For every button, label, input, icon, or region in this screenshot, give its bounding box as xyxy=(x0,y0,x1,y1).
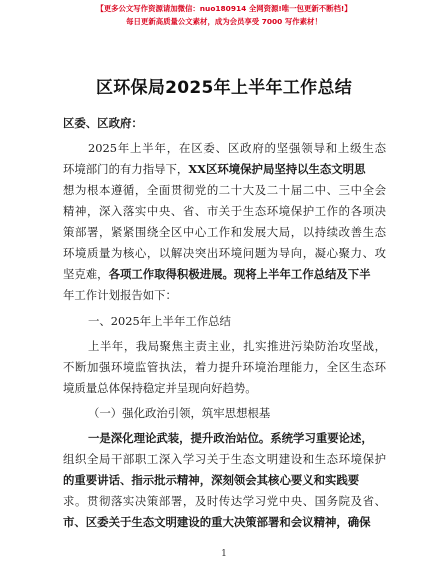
subsection-1-heading: （一）强化政治引领，筑牢思想根基 xyxy=(88,406,271,420)
subsection-1-line-5-part-2: 确保 xyxy=(347,515,371,529)
subsection-1-line-3 xyxy=(63,473,386,487)
intro-line-7-text: 坚克难， xyxy=(63,267,109,281)
section-1-line-2: 不断加强环境监管执法，着力提升环境治理能力，全区生态环 xyxy=(63,360,386,374)
subsection-1-line-3-part-2: 深刻领会其核心要义和实践要 xyxy=(211,473,360,487)
subsection-1-line-2: 组织全局干部职工深入学习关于生态文明建设和生态环境保护 xyxy=(63,452,386,466)
intro-line-8: 年工作计划报告如下： xyxy=(63,288,177,302)
intro-line-2-bold: XX区环境保护局坚持以生态文明思 xyxy=(188,162,366,176)
salutation: 区委、区政府： xyxy=(63,116,143,130)
intro-line-2 xyxy=(63,162,386,176)
subsection-1-line-5 xyxy=(63,515,386,529)
subsection-1-line-1 xyxy=(88,431,386,445)
section-1-heading: 一、2025年上半年工作总结 xyxy=(88,314,231,328)
promo-banner-line-2: 每日更新高质量公文素材，成为会员享受 7000 写作素材！ xyxy=(126,17,322,26)
intro-line-7 xyxy=(63,267,386,281)
intro-line-5: 策部署，紧紧围绕全区中心工作和发展大局，以持续改善生态 xyxy=(63,225,386,239)
subsection-1-line-5-part-1: 市、区委关于生态文明建设的重大决策部署和会议精神， xyxy=(63,515,348,529)
intro-line-1: 2025年上半年，在区委、区政府的坚强领导和上级生态 xyxy=(88,141,386,155)
promo-banner-line-1: 【更多公文写作资源请加微信：nuo180914 全网资源!唯一包更新不断档!】 xyxy=(96,4,352,13)
section-1-line-3: 境质量总体保持稳定并呈现向好趋势。 xyxy=(63,381,257,395)
subsection-1-line-1-bold-2: 系统学习重要论述， xyxy=(270,431,373,445)
intro-line-2-text: 环境部门的有力指导下， xyxy=(63,162,189,176)
document-title: 区环保局2025年上半年工作总结 xyxy=(95,78,353,98)
page-number: 1 xyxy=(221,549,227,559)
section-1-line-1: 上半年，我局聚焦主责主业，扎实推进污染防治攻坚战， xyxy=(88,339,386,353)
subsection-1-line-3-part-1: 的重要讲话、指示批示精神， xyxy=(63,473,212,487)
intro-line-4: 精神，深入落实中央、省、市关于生态环境保护工作的各项决 xyxy=(63,204,386,218)
intro-line-3: 想为根本遵循，全面贯彻党的二十大及二十届二中、三中全会 xyxy=(63,183,386,197)
subsection-1-line-1-bold: 一是深化理论武装，提升政治站位。 xyxy=(88,431,271,445)
subsection-1-line-4: 求。贯彻落实决策部署，及时传达学习党中央、国务院及省、 xyxy=(63,494,386,508)
intro-line-7-bold: 各项工作取得积极进展。现将上半年工作总结及下半 xyxy=(108,267,371,281)
intro-line-6: 环境质量为核心，以解决突出环境问题为导向，凝心聚力、攻 xyxy=(63,246,386,260)
